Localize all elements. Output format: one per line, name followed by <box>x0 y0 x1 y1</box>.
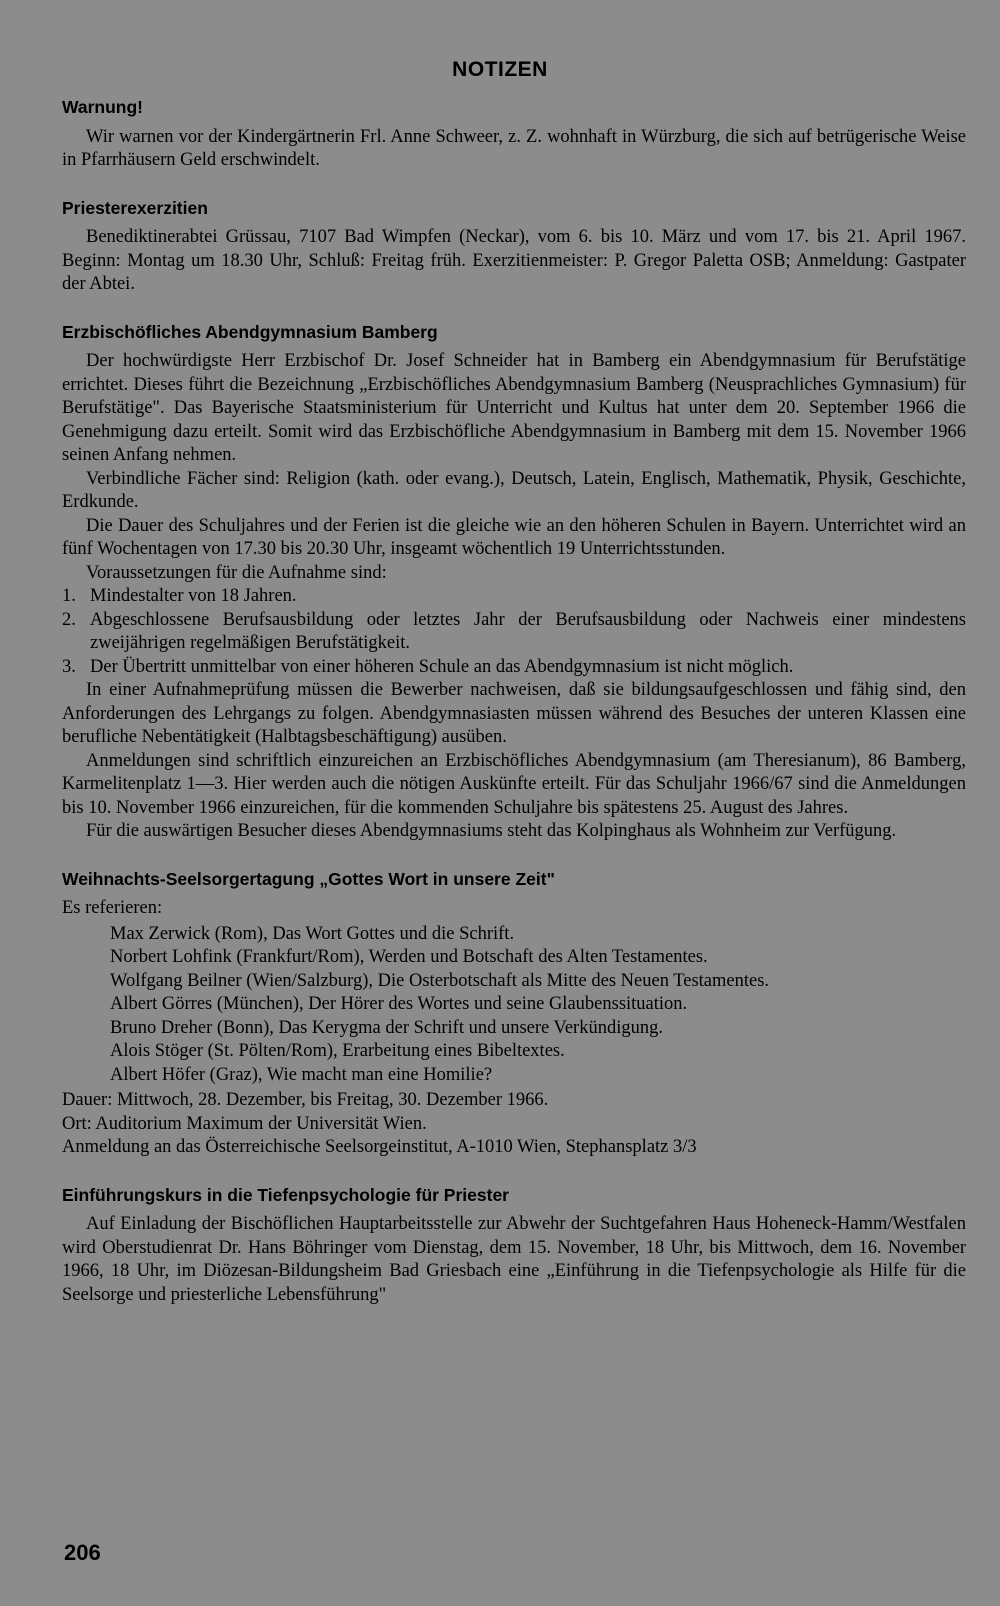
paragraph: Für die auswärtigen Besucher dieses Abendgymnasiums steht das Kolpinghaus als Wohnheim zur Verfügung. <box>86 821 897 841</box>
section-warnung <box>62 96 966 173</box>
paragraph: Anmeldung an das Österreichische Seelsorgeinstitut, A-1010 Wien, Stephansplatz 3/3 <box>62 1137 697 1157</box>
section-heading: Priesterexerzitien <box>62 197 208 218</box>
paragraph: Verbindliche Fächer sind: Religion (kath. oder evang.), Deutsch, Latein, Englisch, Mathematik, Physik, Geschichte, Erdkunde. <box>62 468 966 512</box>
paragraph: Auf Einladung der Bischöflichen Hauptarbeitsstelle zur Abwehr der Suchtgefahren Haus Hoheneck-Hamm/Westfalen wird Oberstudienrat Dr. Hans Böhringer vom Dienstag, dem 15. November, 18 Uhr, bis Mittwoch, dem 16. November 1966, 18 Uhr, im Diözesan-Bildungsheim Bad Griesbach eine „Einführung in die Tiefenpsychologie als Hilfe für die Seelsorge und priesterliche Lebensführung" <box>62 1214 966 1305</box>
section-priesterexerzitien <box>62 197 966 297</box>
requirements-list <box>62 585 966 679</box>
paragraph: Benediktinerabtei Grüssau, 7107 Bad Wimpfen (Neckar), vom 6. bis 10. März und vom 17. bis 21. April 1967. Beginn: Montag um 18.30 Uhr, Schluß: Freitag früh. Exerzitienmeister: P. Gregor Paletta OSB; Anmeldung: Gastpater der Abtei. <box>62 227 966 294</box>
paragraph: Dauer: Mittwoch, 28. Dezember, bis Freitag, 30. Dezember 1966. <box>62 1090 549 1110</box>
paragraph: Wir warnen vor der Kindergärtnerin Frl. Anne Schweer, z. Z. wohnhaft in Würzburg, die sich auf betrügerische Weise in Pfarrhäusern Geld erschwindelt. <box>62 126 966 170</box>
section-seelsorgertagung <box>62 868 966 1160</box>
section-heading: Erzbischöfliches Abendgymnasium Bamberg <box>62 321 438 342</box>
paragraph: Ort: Auditorium Maximum der Universität Wien. <box>62 1113 427 1134</box>
speaker-item: Albert Görres (München), Der Hörer des Wortes und seine Glaubenssituation. <box>110 994 688 1014</box>
list-item <box>62 585 966 609</box>
speaker-item: Norbert Lohfink (Frankfurt/Rom), Werden und Botschaft des Alten Testamentes. <box>110 947 708 967</box>
speaker-item: Bruno Dreher (Bonn), Das Kerygma der Schrift und unsere Verkündigung. <box>110 1017 663 1038</box>
list-text: Abgeschlossene Berufsausbildung oder letztes Jahr der Berufsausbildung oder Nachweis einer mindestens zweijährigen regelmäßigen Berufstätigkeit. <box>90 609 966 653</box>
paragraph: Der hochwürdigste Herr Erzbischof Dr. Josef Schneider hat in Bamberg ein Abendgymnasium für Berufstätige errichtet. Dieses führt die Bezeichnung „Erzbischöfliches Abendgymnasium Bamberg (Neusprachliches Gymnasium) für Berufstätige". Das Bayerische Staatsministerium für Unterricht und Kultus hat unter dem 20. September 1966 die Genehmigung dazu erteilt. Somit wird das Erzbischöfliche Abendgymnasium in Bamberg mit dem 15. November 1966 seinen Anfang nehmen. <box>62 351 966 465</box>
paragraph: In einer Aufnahmeprüfung müssen die Bewerber nachweisen, daß sie bildungsaufgeschlossen und fähig sind, den Anforderungen des Lehrgangs zu folgen. Abendgymnasiasten müssen während des Besuches der unteren Klassen eine berufliche Nebentätigkeit (Halbtagsbeschäftigung) ausüben. <box>62 680 966 747</box>
list-item <box>62 656 966 680</box>
speaker-item: Wolfgang Beilner (Wien/Salzburg), Die Osterbotschaft als Mitte des Neuen Testamentes. <box>110 970 770 991</box>
page-number: 206 <box>64 1540 101 1565</box>
section-heading: Einführungskurs in die Tiefenpsychologie für Priester <box>62 1184 509 1205</box>
list-item <box>62 609 966 656</box>
speaker-item: Alois Stöger (St. Pölten/Rom), Erarbeitung eines Bibeltextes. <box>110 1041 565 1061</box>
paragraph: Anmeldungen sind schriftlich einzureichen an Erzbischöfliches Abendgymnasium (am Theresianum), 86 Bamberg, Karmelitenplatz 1—3. Hier werden auch die nötigen Auskünfte erteilt. Für das Schuljahr 1966/67 sind die Anmeldungen bis 10. November 1966 einzureichen, für die kommenden Schuljahre bis spätestens 25. August des Jahres. <box>62 750 966 818</box>
section-heading: Warnung! <box>62 97 143 117</box>
speaker-list <box>110 923 966 1088</box>
paragraph: Es referieren: <box>62 898 163 918</box>
section-abendgymnasium <box>62 321 966 844</box>
paragraph: Voraussetzungen für die Aufnahme sind: <box>86 562 387 583</box>
speaker-item: Albert Höfer (Graz), Wie macht man eine Homilie? <box>110 1064 493 1085</box>
page-title: NOTIZEN <box>452 58 548 81</box>
section-heading: Weihnachts-Seelsorgertagung „Gottes Wort in unsere Zeit" <box>62 868 555 889</box>
list-text: Der Übertritt unmittelbar von einer höheren Schule an das Abendgymnasium ist nicht möglich. <box>90 656 794 677</box>
list-number: 3. <box>62 656 76 677</box>
article-body <box>62 96 966 1331</box>
speaker-item: Max Zerwick (Rom), Das Wort Gottes und die Schrift. <box>110 923 515 944</box>
paragraph: Die Dauer des Schuljahres und der Ferien ist die gleiche wie an den höheren Schulen in Bayern. Unterrichtet wird an fünf Wochentagen von 17.30 bis 20.30 Uhr, insgeamt wöchentlich 19 Unterrichtsstunden. <box>62 515 966 559</box>
list-text: Mindestalter von 18 Jahren. <box>90 586 297 606</box>
list-number: 1. <box>62 586 76 606</box>
list-number: 2. <box>62 609 76 630</box>
section-einfuehrungskurs <box>62 1184 966 1308</box>
